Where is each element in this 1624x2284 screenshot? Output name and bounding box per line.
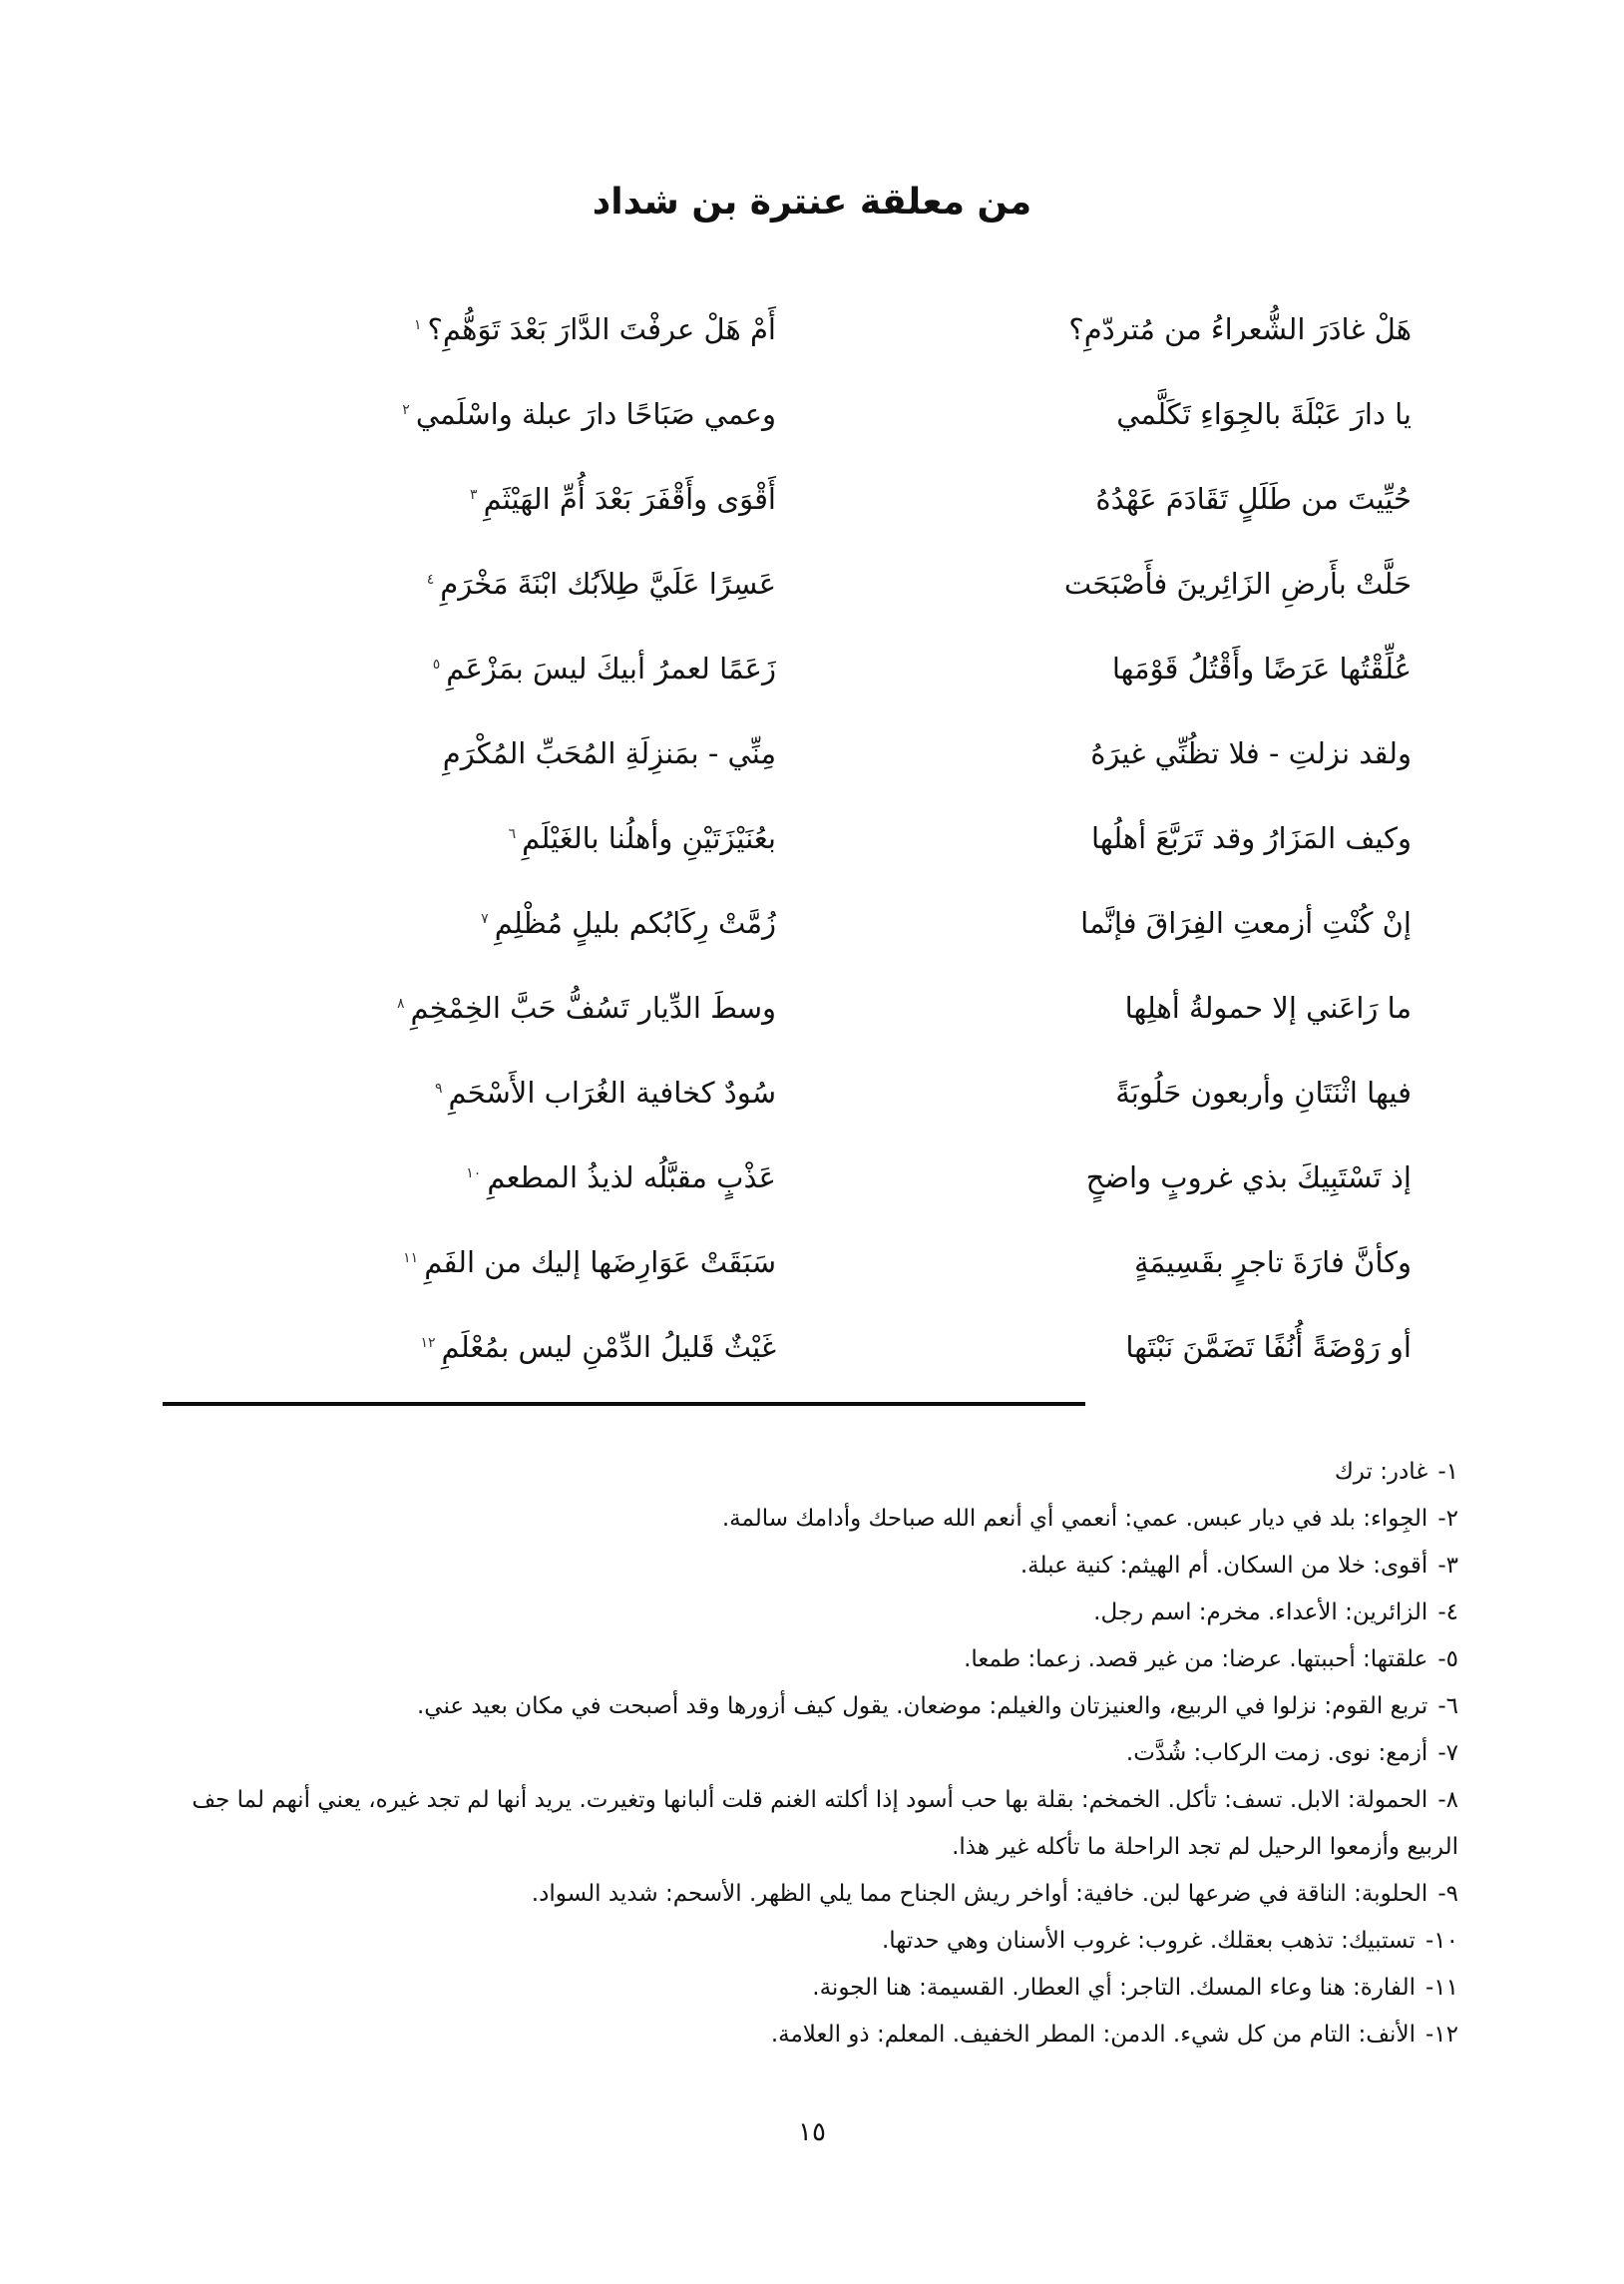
footnote-7 bbox=[150, 1730, 1458, 1777]
verse-7-second-hemistich bbox=[232, 820, 776, 856]
verse-2-second-hemistich bbox=[232, 396, 776, 432]
verse-8-first-hemistich bbox=[848, 905, 1412, 941]
footnote-text: الزائرين: الأعداء. مخرم: اسم رجل. bbox=[1093, 1599, 1428, 1625]
verse-text: زَعَمًا لعمرُ أبيكَ ليسَ بمَزْعَمِ bbox=[446, 652, 776, 686]
footnote-number: ٢- bbox=[1437, 1506, 1458, 1532]
verse-row-7 bbox=[212, 796, 1412, 881]
footnote-text: الحلوبة: الناقة في ضرعها لبن. خافية: أواخر ريش الجناح مما يلي الظهر. الأسحم: شديد السواد. bbox=[531, 1881, 1428, 1907]
verse-text: أو رَوْضَةً أُنُفًا تَضَمَّنَ نَبْتَها bbox=[1125, 1330, 1412, 1365]
verse-row-12 bbox=[212, 1220, 1412, 1305]
footnote-number: ١١- bbox=[1424, 1975, 1458, 2001]
footnote-number: ١- bbox=[1437, 1459, 1458, 1485]
footnote-marker: ٤ bbox=[426, 571, 435, 588]
footnote-marker: ٣ bbox=[470, 486, 478, 503]
verse-text: سَبَقَتْ عَوَارِضَها إليك من الفَمِ bbox=[424, 1245, 776, 1280]
verse-text: وسطَ الدِّيار تَسُفُّ حَبَّ الخِمْخِمِ bbox=[410, 991, 776, 1026]
page-number: ١٥ bbox=[798, 2117, 826, 2147]
verse-text: وعمي صَبَاحًا دارَ عبلة واسْلَمي bbox=[415, 397, 776, 432]
footnote-text: الأنف: التام من كل شيء. الدمن: المطر الخفيف. المعلم: ذو العلامة. bbox=[770, 2022, 1416, 2048]
verse-3-first-hemistich bbox=[848, 481, 1412, 517]
page-title: من معلقة عنترة بن شداد bbox=[592, 182, 1032, 223]
verse-row-1 bbox=[212, 287, 1412, 372]
verse-text: عَذْبٍ مقبَّلُه لذيذُ المطعمِ bbox=[487, 1160, 776, 1195]
footnote-marker: ٨ bbox=[396, 995, 405, 1012]
footnote-text: أقوى: خلا من السكان. أم الهيثم: كنية عبلة. bbox=[1019, 1553, 1428, 1579]
verse-row-5 bbox=[212, 627, 1412, 711]
verse-text: زُمَّتْ رِكَابُكم بليلٍ مُظْلِمِ bbox=[494, 906, 776, 941]
footnote-text: الجِواء: بلد في ديار عبس. عمي: أنعمي أي أنعم الله صباحك وأدامك سالمة. bbox=[721, 1506, 1428, 1532]
footnote-marker: ٢ bbox=[402, 401, 410, 418]
verse-text: إنْ كُنْتِ أزمعتِ الفِرَاقَ فإنَّما bbox=[1080, 906, 1412, 941]
footnote-11 bbox=[150, 1965, 1458, 2012]
verse-1-second-hemistich bbox=[232, 311, 776, 347]
verse-text: حَلَّتْ بأَرضِ الزَائِرينَ فأَصْبَحَت bbox=[1063, 567, 1412, 602]
verse-row-11 bbox=[212, 1136, 1412, 1220]
footnote-text: علقتها: أحببتها. عرضا: من غير قصد. زعما: طمعا. bbox=[964, 1646, 1428, 1672]
footnote-number: ٨- bbox=[1437, 1787, 1458, 1813]
verse-row-2 bbox=[212, 372, 1412, 457]
verse-11-second-hemistich bbox=[232, 1159, 776, 1195]
verse-13-first-hemistich bbox=[848, 1329, 1412, 1365]
verse-11-first-hemistich bbox=[848, 1159, 1412, 1195]
verse-text: سُودٌ كخافية الغُرَاب الأَسْحَمِ bbox=[448, 1076, 776, 1111]
verse-8-second-hemistich bbox=[232, 905, 776, 941]
verse-7-first-hemistich bbox=[848, 820, 1412, 856]
verse-text: غَيْثٌ قَليلُ الدِّمْنِ ليس بمُعْلَمِ bbox=[441, 1330, 776, 1365]
footnote-marker: ٦ bbox=[508, 825, 517, 842]
footnote-text: الحمولة: الابل. تسف: تأكل. الخمخم: بقلة بها حب أسود إذا أكلته الغنم قلت ألبانها وتغيرت. يريد أنها لم تجد غيره، يعني أنهم لما جف الربيع وأزمعوا الرحيل لم تجد الراحلة ما تأكله غير هذا. bbox=[192, 1787, 1458, 1860]
footnote-marker: ١ bbox=[413, 316, 422, 333]
footnote-marker: ٥ bbox=[432, 656, 441, 673]
verse-text: مِنِّي - بمَنزِلَةِ المُحَبِّ المُكْرَمِ bbox=[442, 736, 776, 771]
verse-1-first-hemistich bbox=[848, 311, 1412, 347]
verse-text: يا دارَ عَبْلَةَ بالجِوَاءِ تَكَلَّمي bbox=[1116, 397, 1412, 432]
footnotes-block bbox=[150, 1449, 1458, 2058]
footnote-text: غادر: ترك bbox=[1334, 1459, 1428, 1485]
verse-5-first-hemistich bbox=[848, 651, 1412, 686]
footnote-number: ٩- bbox=[1437, 1881, 1458, 1907]
footnote-marker: ٩ bbox=[434, 1080, 443, 1097]
footnote-9 bbox=[150, 1871, 1458, 1918]
verse-row-6 bbox=[212, 711, 1412, 796]
verse-9-first-hemistich bbox=[848, 990, 1412, 1026]
footnote-separator-rule bbox=[163, 1402, 1085, 1406]
footnote-3 bbox=[150, 1543, 1458, 1590]
footnote-2 bbox=[150, 1496, 1458, 1543]
verse-10-second-hemistich bbox=[232, 1075, 776, 1111]
verse-2-first-hemistich bbox=[848, 396, 1412, 432]
footnote-number: ٦- bbox=[1437, 1693, 1458, 1719]
footnote-text: الفارة: هنا وعاء المسك. التاجر: أي العطار. القسيمة: هنا الجونة. bbox=[812, 1975, 1416, 2001]
verse-9-second-hemistich bbox=[232, 990, 776, 1026]
verse-10-first-hemistich bbox=[848, 1075, 1412, 1111]
verse-13-second-hemistich bbox=[232, 1329, 776, 1365]
verse-row-9 bbox=[212, 966, 1412, 1051]
verse-text: وكأنَّ فارَةَ تاجرٍ بقَسِيمَةٍ bbox=[1133, 1245, 1412, 1280]
verse-5-second-hemistich bbox=[232, 651, 776, 686]
footnote-number: ٣- bbox=[1437, 1553, 1458, 1579]
verse-text: إذ تَسْتَبِيكَ بذي غروبٍ واضحٍ bbox=[1085, 1160, 1412, 1195]
verse-text: هَلْ غادَرَ الشُّعراءُ من مُتردّمِ؟ bbox=[1068, 312, 1412, 347]
verse-3-second-hemistich bbox=[232, 481, 776, 517]
verse-row-3 bbox=[212, 457, 1412, 542]
verse-4-first-hemistich bbox=[848, 566, 1412, 602]
footnote-text: تربع القوم: نزلوا في الربيع، والعنيزتان والغيلم: موضعان. يقول كيف أزورها وقد أصبحت في مكان بعيد عني. bbox=[416, 1693, 1428, 1719]
footnote-6 bbox=[150, 1683, 1458, 1730]
footnote-8 bbox=[150, 1777, 1458, 1871]
verse-text: أَقْوَى وأَقْفَرَ بَعْدَ أُمِّ الهَيْثَمِ bbox=[483, 482, 776, 517]
footnote-marker: ٧ bbox=[481, 910, 489, 927]
footnote-number: ٥- bbox=[1437, 1646, 1458, 1672]
verse-text: وكيف المَزَارُ وقد تَرَبَّعَ أهلُها bbox=[1091, 821, 1412, 856]
verse-text: حُيِّيتَ من طَلَلٍ تَقَادَمَ عَهْدُهُ bbox=[1095, 482, 1412, 517]
footnote-marker: ١٠ bbox=[466, 1164, 482, 1181]
footnote-number: ١٢- bbox=[1424, 2022, 1458, 2048]
footnote-number: ٧- bbox=[1437, 1740, 1458, 1766]
poem-block bbox=[212, 287, 1412, 1390]
verse-12-first-hemistich bbox=[848, 1244, 1412, 1280]
verse-text: عَسِرًا عَلَيَّ طِلاَبُك ابْنَةَ مَخْرَمِ bbox=[440, 567, 776, 602]
verse-text: فيها اثْنَتَانِ وأربعون حَلُوبَةً bbox=[1115, 1076, 1412, 1111]
footnote-marker: ١١ bbox=[403, 1249, 419, 1266]
footnote-1 bbox=[150, 1449, 1458, 1496]
footnote-marker: ١٢ bbox=[420, 1334, 436, 1351]
verse-row-13 bbox=[212, 1305, 1412, 1390]
footnote-5 bbox=[150, 1636, 1458, 1683]
verse-6-first-hemistich bbox=[848, 735, 1412, 771]
footnote-12 bbox=[150, 2012, 1458, 2058]
footnote-number: ١٠- bbox=[1424, 1928, 1458, 1954]
footnote-number: ٤- bbox=[1437, 1599, 1458, 1625]
footnote-10 bbox=[150, 1918, 1458, 1965]
verse-4-second-hemistich bbox=[232, 566, 776, 602]
verse-6-second-hemistich bbox=[232, 735, 776, 771]
footnote-text: تستبيك: تذهب بعقلك. غروب: غروب الأسنان وهي حدتها. bbox=[881, 1928, 1416, 1954]
verse-row-10 bbox=[212, 1051, 1412, 1136]
verse-text: بعُنَيْزَتَيْنِ وأهلُنا بالغَيْلَمِ bbox=[522, 821, 776, 856]
verse-row-4 bbox=[212, 542, 1412, 627]
verse-12-second-hemistich bbox=[232, 1244, 776, 1280]
verse-text: عُلِّقْتُها عَرَضًا وأَقْتُلُ قَوْمَها bbox=[1111, 652, 1412, 686]
footnote-text: أزمع: نوى. زمت الركاب: شُدَّت. bbox=[1125, 1740, 1428, 1766]
verse-text: ما رَاعَني إلا حمولةُ أهلِها bbox=[1124, 991, 1412, 1026]
verse-text: أَمْ هَلْ عرفْتَ الدَّارَ بَعْدَ تَوَهُّمِ؟ bbox=[427, 312, 776, 347]
footnote-4 bbox=[150, 1590, 1458, 1636]
verse-row-8 bbox=[212, 881, 1412, 966]
verse-text: ولقد نزلتِ - فلا تظُنِّي غيرَهُ bbox=[1090, 736, 1412, 771]
